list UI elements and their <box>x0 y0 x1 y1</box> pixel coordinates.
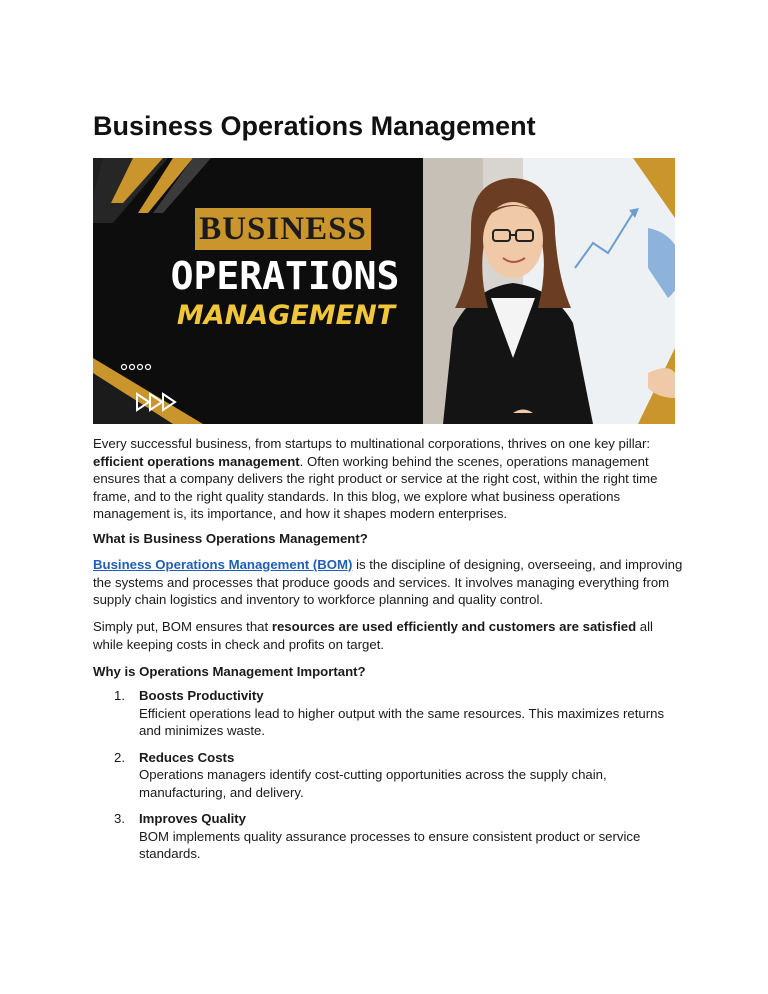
list-item-title: Reduces Costs <box>139 749 235 765</box>
intro-bold-text: efficient operations management <box>93 453 300 469</box>
simply-bold-text: resources are used efficiently and customers are satisfied <box>271 619 637 634</box>
intro-text-start: Every successful business, from startups to multinational corporations, thrives on one key pillar: <box>93 436 651 451</box>
list-number: 2. <box>114 749 125 765</box>
hero-banner-image <box>93 158 675 424</box>
list-item-description: Operations managers identify cost-cutting opportunities across the supply chain, manufacturing, and delivery. <box>139 767 607 800</box>
list-item-description: Efficient operations lead to higher output with the same resources. This maximizes returns and minimizes waste. <box>139 705 665 738</box>
page-title: Business Operations Management <box>93 111 536 141</box>
list-item <box>93 810 683 863</box>
list-number: 1. <box>114 688 125 703</box>
list-item <box>93 687 683 740</box>
intro-text-end: . Often working behind the scenes, operations management ensures that a company delivers the right product or service at the right cost, within the right time frame, and to the right quality standards. In this blog, we explore what business operations management is, its importance, and how it shapes modern enterprises. <box>93 453 658 521</box>
hero-title-operations: OPERATIONS <box>170 254 400 298</box>
list-item <box>93 749 683 802</box>
section-heading-why: Why is Operations Management Important? <box>93 664 366 679</box>
list-number: 3. <box>114 811 125 826</box>
section-heading-what: What is Business Operations Management? <box>93 531 368 546</box>
simply-paragraph <box>93 618 683 653</box>
hero-title-business: BUSINESS <box>195 208 371 250</box>
list-item-title: Boosts Productivity <box>139 688 264 703</box>
list-item-title: Improves Quality <box>139 811 247 826</box>
hero-title-management: MANAGEMENT <box>176 300 396 331</box>
bom-link[interactable]: Business Operations Management (BOM) <box>93 557 353 572</box>
intro-paragraph <box>93 435 683 523</box>
simply-text-start: Simply put, BOM ensures that <box>93 619 272 634</box>
list-item-description: BOM implements quality assurance processes to ensure consistent product or service standards. <box>139 828 641 861</box>
reasons-list <box>93 687 683 872</box>
bom-paragraph <box>93 556 683 609</box>
simply-text-end: all while keeping costs in check and profits on target. <box>93 619 653 652</box>
bom-text: is the discipline of designing, overseeing, and improving the systems and processes that produce goods and services. It involves managing everything from supply chain logistics and inventory to workforce planning and quality control. <box>93 557 683 607</box>
